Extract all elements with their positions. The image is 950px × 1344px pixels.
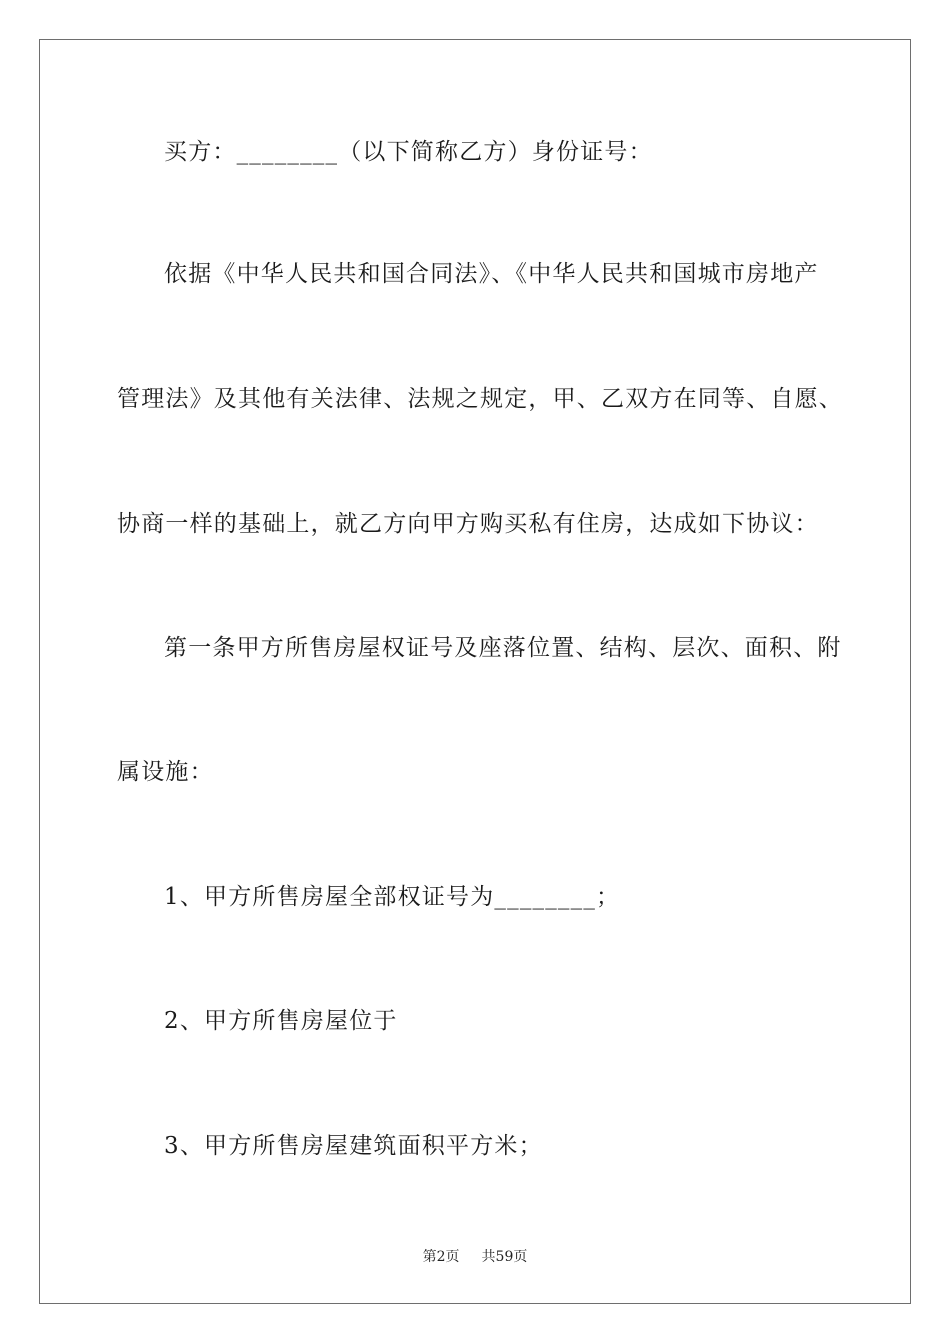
article-line: 属设施： (117, 759, 214, 785)
buyer-line: 买方：________（以下简称乙方）身份证号： (164, 139, 653, 165)
paragraph-line: 协商一样的基础上，就乙方向甲方购买私有住房，达成如下协议： (117, 511, 819, 537)
article-line: 第一条甲方所售房屋权证号及座落位置、结构、层次、面积、附 (164, 635, 842, 661)
page-number: 第2页 (422, 1249, 460, 1265)
page-frame (39, 39, 911, 1304)
paragraph-line: 依据《中华人民共和国合同法》、《中华人民共和国城市房地产 (164, 261, 819, 287)
clause-line: 3、甲方所售房屋建筑面积平方米； (164, 1133, 543, 1159)
page-total: 共59页 (481, 1249, 528, 1265)
clause-line: 2、甲方所售房屋位于 (164, 1008, 398, 1034)
clause-line: 1、甲方所售房屋全部权证号为________； (164, 884, 621, 910)
page-footer (0, 1248, 950, 1266)
paragraph-line: 管理法》及其他有关法律、法规之规定，甲、乙双方在同等、自愿、 (117, 386, 843, 412)
